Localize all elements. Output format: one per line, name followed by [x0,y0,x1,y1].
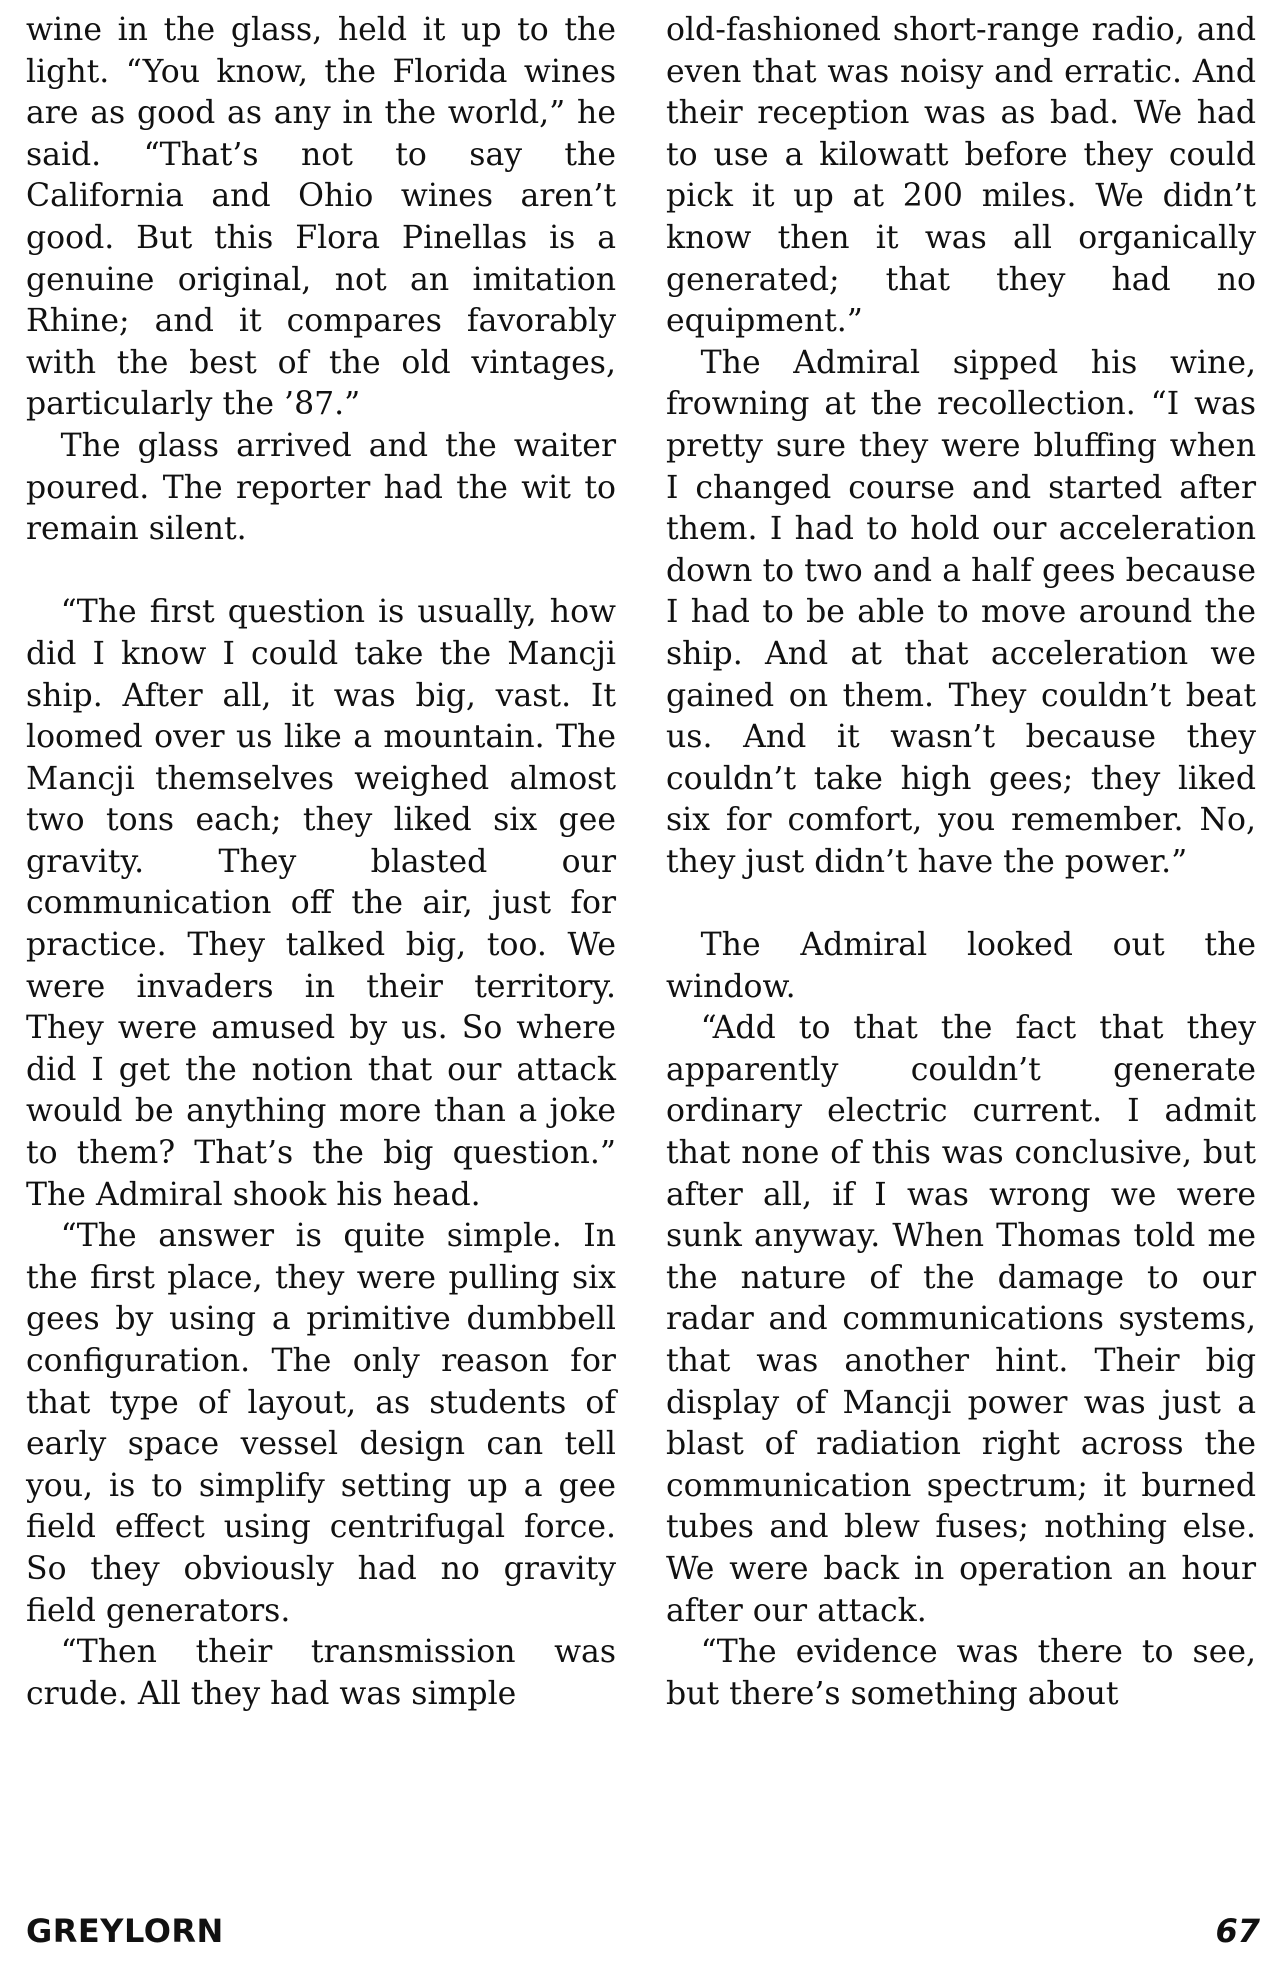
running-title: GREYLORN [26,1912,224,1950]
paragraph: “The first question is usually, how did I know I could take the Mancji ship. After all, it was big, vast. It loomed over us like a mountain. The Mancji themselves weighed almost two tons each; they liked six gee gravity. They blasted our communication off the air, just for practice. They talked big, too. We were invaders in their territory. They were amused by us. So where did I get the notion that our attack would be anything more than a joke to them? That’s the big question.” The Admiral shook his head. [26,594,616,1213]
paragraph: The Admiral sipped his wine, frowning at the recollection. “I was pretty sure they were bluffing when I changed course and started after them. I had to hold our acceleration down to two and a half gees because I had to be able to move around the ship. And at that acceleration we gained on them. They couldn’t beat us. And it wasn’t because they couldn’t take high gees; they liked six for comfort, you remember. No, they just didn’t have the power.” [666,344,1256,880]
paragraph: wine in the glass, held it up to the light. “You know, the Florida wines are as good as any in the world,” he said. “That’s not to say the California and Ohio wines aren’t good. But this Flora Pinellas is a genuine original, not an imitation Rhine; and it compares favorably with the best of the old vintages, particularly the ’87.” [26,12,616,423]
paragraph: “The evidence was there to see, but there’s something about [666,1634,1256,1712]
left-column [26,10,616,1715]
paragraph: The glass arrived and the waiter poured. The reporter had the wit to remain silent. [26,427,616,548]
paragraph: “Add to that the fact that they apparently couldn’t generate ordinary electric current. I admit that none of this was conclusive, but after all, if I was wrong we were sunk anyway. When Thomas told me the nature of the damage to our radar and communications systems, that was another hint. Their big display of Mancji power was just a blast of radiation right across the communication spectrum; it burned tubes and blew fuses; nothing else. We were back in operation an hour after our attack. [666,1010,1256,1629]
right-column [666,10,1256,1715]
paragraph: “The answer is quite simple. In the first place, they were pulling six gees by using a primitive dumbbell configuration. The only reason for that type of layout, as students of early space vessel design can tell you, is to simplify setting up a gee field effect using centrifugal force. So they obviously had no gravity field generators. [26,1218,616,1629]
paragraph: The Admiral looked out the window. [666,927,1256,1005]
paragraph: old-fashioned short-range radio, and even that was noisy and erratic. And their reception was as bad. We had to use a kilowatt before they could pick it up at 200 miles. We didn’t know then it was all organically generated; that they had no equipment.” [666,12,1256,340]
page-footer [26,1912,1260,1962]
paragraph: “Then their transmission was crude. All they had was simple [26,1634,616,1712]
section-break [666,883,1256,925]
page-number: 67 [1215,1912,1260,1950]
section-break [26,551,616,593]
